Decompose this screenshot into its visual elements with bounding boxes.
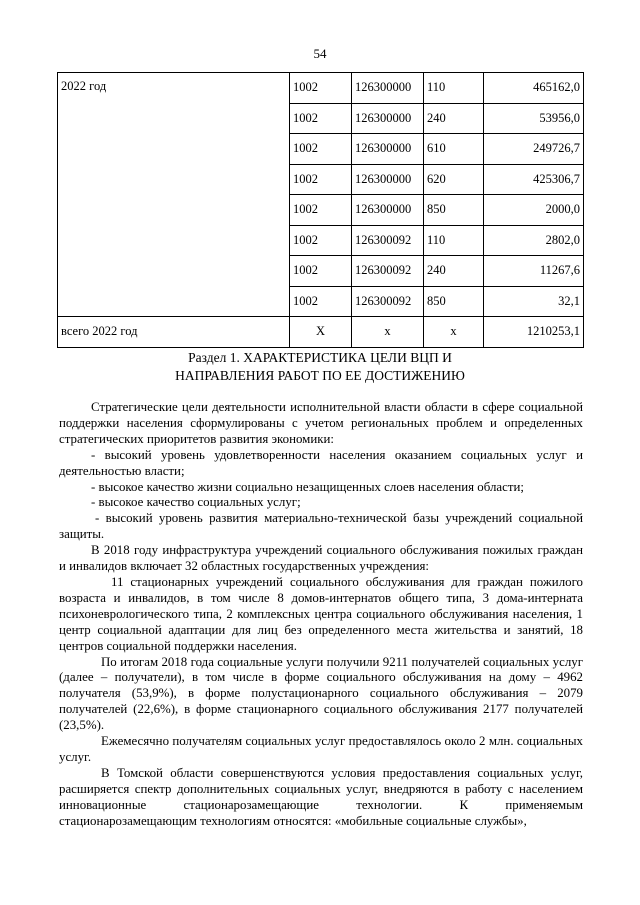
amount-cell: 465162,0 xyxy=(484,73,584,104)
table-total-row xyxy=(58,317,584,348)
budget-table xyxy=(57,72,584,348)
code-cell: 1002 xyxy=(290,73,352,104)
paragraph-infrastructure: В 2018 году инфраструктура учреждений социального обслуживания пожилых граждан и инвалидов включает 32 областных государственных учреждения: xyxy=(59,543,583,574)
total-label-cell: всего 2022 год xyxy=(58,317,290,348)
type-cell: 620 xyxy=(424,164,484,195)
target-cell: 126300092 xyxy=(352,256,424,287)
amount-cell: 425306,7 xyxy=(484,164,584,195)
page-number: 54 xyxy=(313,46,327,61)
amount-cell: 2802,0 xyxy=(484,225,584,256)
type-cell: 110 xyxy=(424,73,484,104)
year-cell: 2022 год xyxy=(58,73,290,317)
total-amount-cell: 1210253,1 xyxy=(484,317,584,348)
type-cell: 850 xyxy=(424,286,484,317)
code-cell: 1002 xyxy=(290,286,352,317)
section-title-line-2: НАПРАВЛЕНИЯ РАБОТ ПО ЕЕ ДОСТИЖЕНИЮ xyxy=(175,368,465,383)
amount-cell: 11267,6 xyxy=(484,256,584,287)
type-cell: 110 xyxy=(424,225,484,256)
amount-cell: 53956,0 xyxy=(484,103,584,134)
body-text xyxy=(59,400,583,829)
type-cell: 610 xyxy=(424,134,484,165)
target-cell: 126300000 xyxy=(352,73,424,104)
amount-cell: 32,1 xyxy=(484,286,584,317)
amount-cell: 2000,0 xyxy=(484,195,584,226)
target-cell: 126300092 xyxy=(352,286,424,317)
list-item: - высокое качество социальных услуг; xyxy=(91,495,301,510)
section-title xyxy=(0,349,640,385)
target-cell: 126300000 xyxy=(352,195,424,226)
list-item: - высокий уровень удовлетворенности населения оказанием социальных услуг и деятельностью власти; xyxy=(59,447,583,478)
section-title-line-1: Раздел 1. ХАРАКТЕРИСТИКА ЦЕЛИ ВЦП И xyxy=(188,350,452,365)
code-cell: 1002 xyxy=(290,225,352,256)
total-target-cell: х xyxy=(352,317,424,348)
list-item: - высокий уровень развития материально-технической базы учреждений социальной защиты. xyxy=(59,511,583,542)
type-cell: 240 xyxy=(424,103,484,134)
total-code-cell: Х xyxy=(290,317,352,348)
code-cell: 1002 xyxy=(290,195,352,226)
target-cell: 126300000 xyxy=(352,134,424,165)
table-row xyxy=(58,73,584,104)
target-cell: 126300000 xyxy=(352,164,424,195)
code-cell: 1002 xyxy=(290,134,352,165)
paragraph-goals-intro: Стратегические цели деятельности исполнительной власти области в сфере социальной поддержки населения сформулированы с учетом региональных проблем и определенных стратегических приоритетов развития экономики: xyxy=(59,400,583,446)
paragraph-institutions: 11 стационарных учреждений социального обслуживания для граждан пожилого возраста и инвалидов, в том числе 8 домов-интернатов общего типа, 3 дома-интерната психоневрологического типа, 2 комплексных центра социального обслуживания населения, 1 центр социальной адаптации для лиц без определенного места жительства и занятий, 18 центров социальной поддержки населения. xyxy=(59,574,583,653)
code-cell: 1002 xyxy=(290,256,352,287)
code-cell: 1002 xyxy=(290,103,352,134)
amount-cell: 249726,7 xyxy=(484,134,584,165)
target-cell: 126300000 xyxy=(352,103,424,134)
list-item: - высокое качество жизни социально незащищенных слоев населения области; xyxy=(91,479,524,494)
target-cell: 126300092 xyxy=(352,225,424,256)
total-type-cell: х xyxy=(424,317,484,348)
type-cell: 240 xyxy=(424,256,484,287)
paragraph-tomsk: В Томской области совершенствуются условия предоставления социальных услуг, расширяется спектр дополнительных социальных услуг, внедряются в работу с населением инновационные стационарозамещающие технологии. К применяемым стационарозамещающим технологиям относятся: «мобильные социальные службы», xyxy=(59,765,583,828)
paragraph-results: По итогам 2018 года социальные услуги получили 9211 получателей социальных услуг (далее – получатели), в том числе в форме социального обслуживания на дому – 4962 получателя (53,9%), в форме полустационарного социального обслуживания – 2079 получателей (22,6%), в форме стационарного социального обслуживания 2177 получателей (23,5%). xyxy=(59,654,583,733)
code-cell: 1002 xyxy=(290,164,352,195)
paragraph-monthly: Ежемесячно получателям социальных услуг предоставлялось около 2 млн. социальных услуг. xyxy=(59,734,583,764)
type-cell: 850 xyxy=(424,195,484,226)
